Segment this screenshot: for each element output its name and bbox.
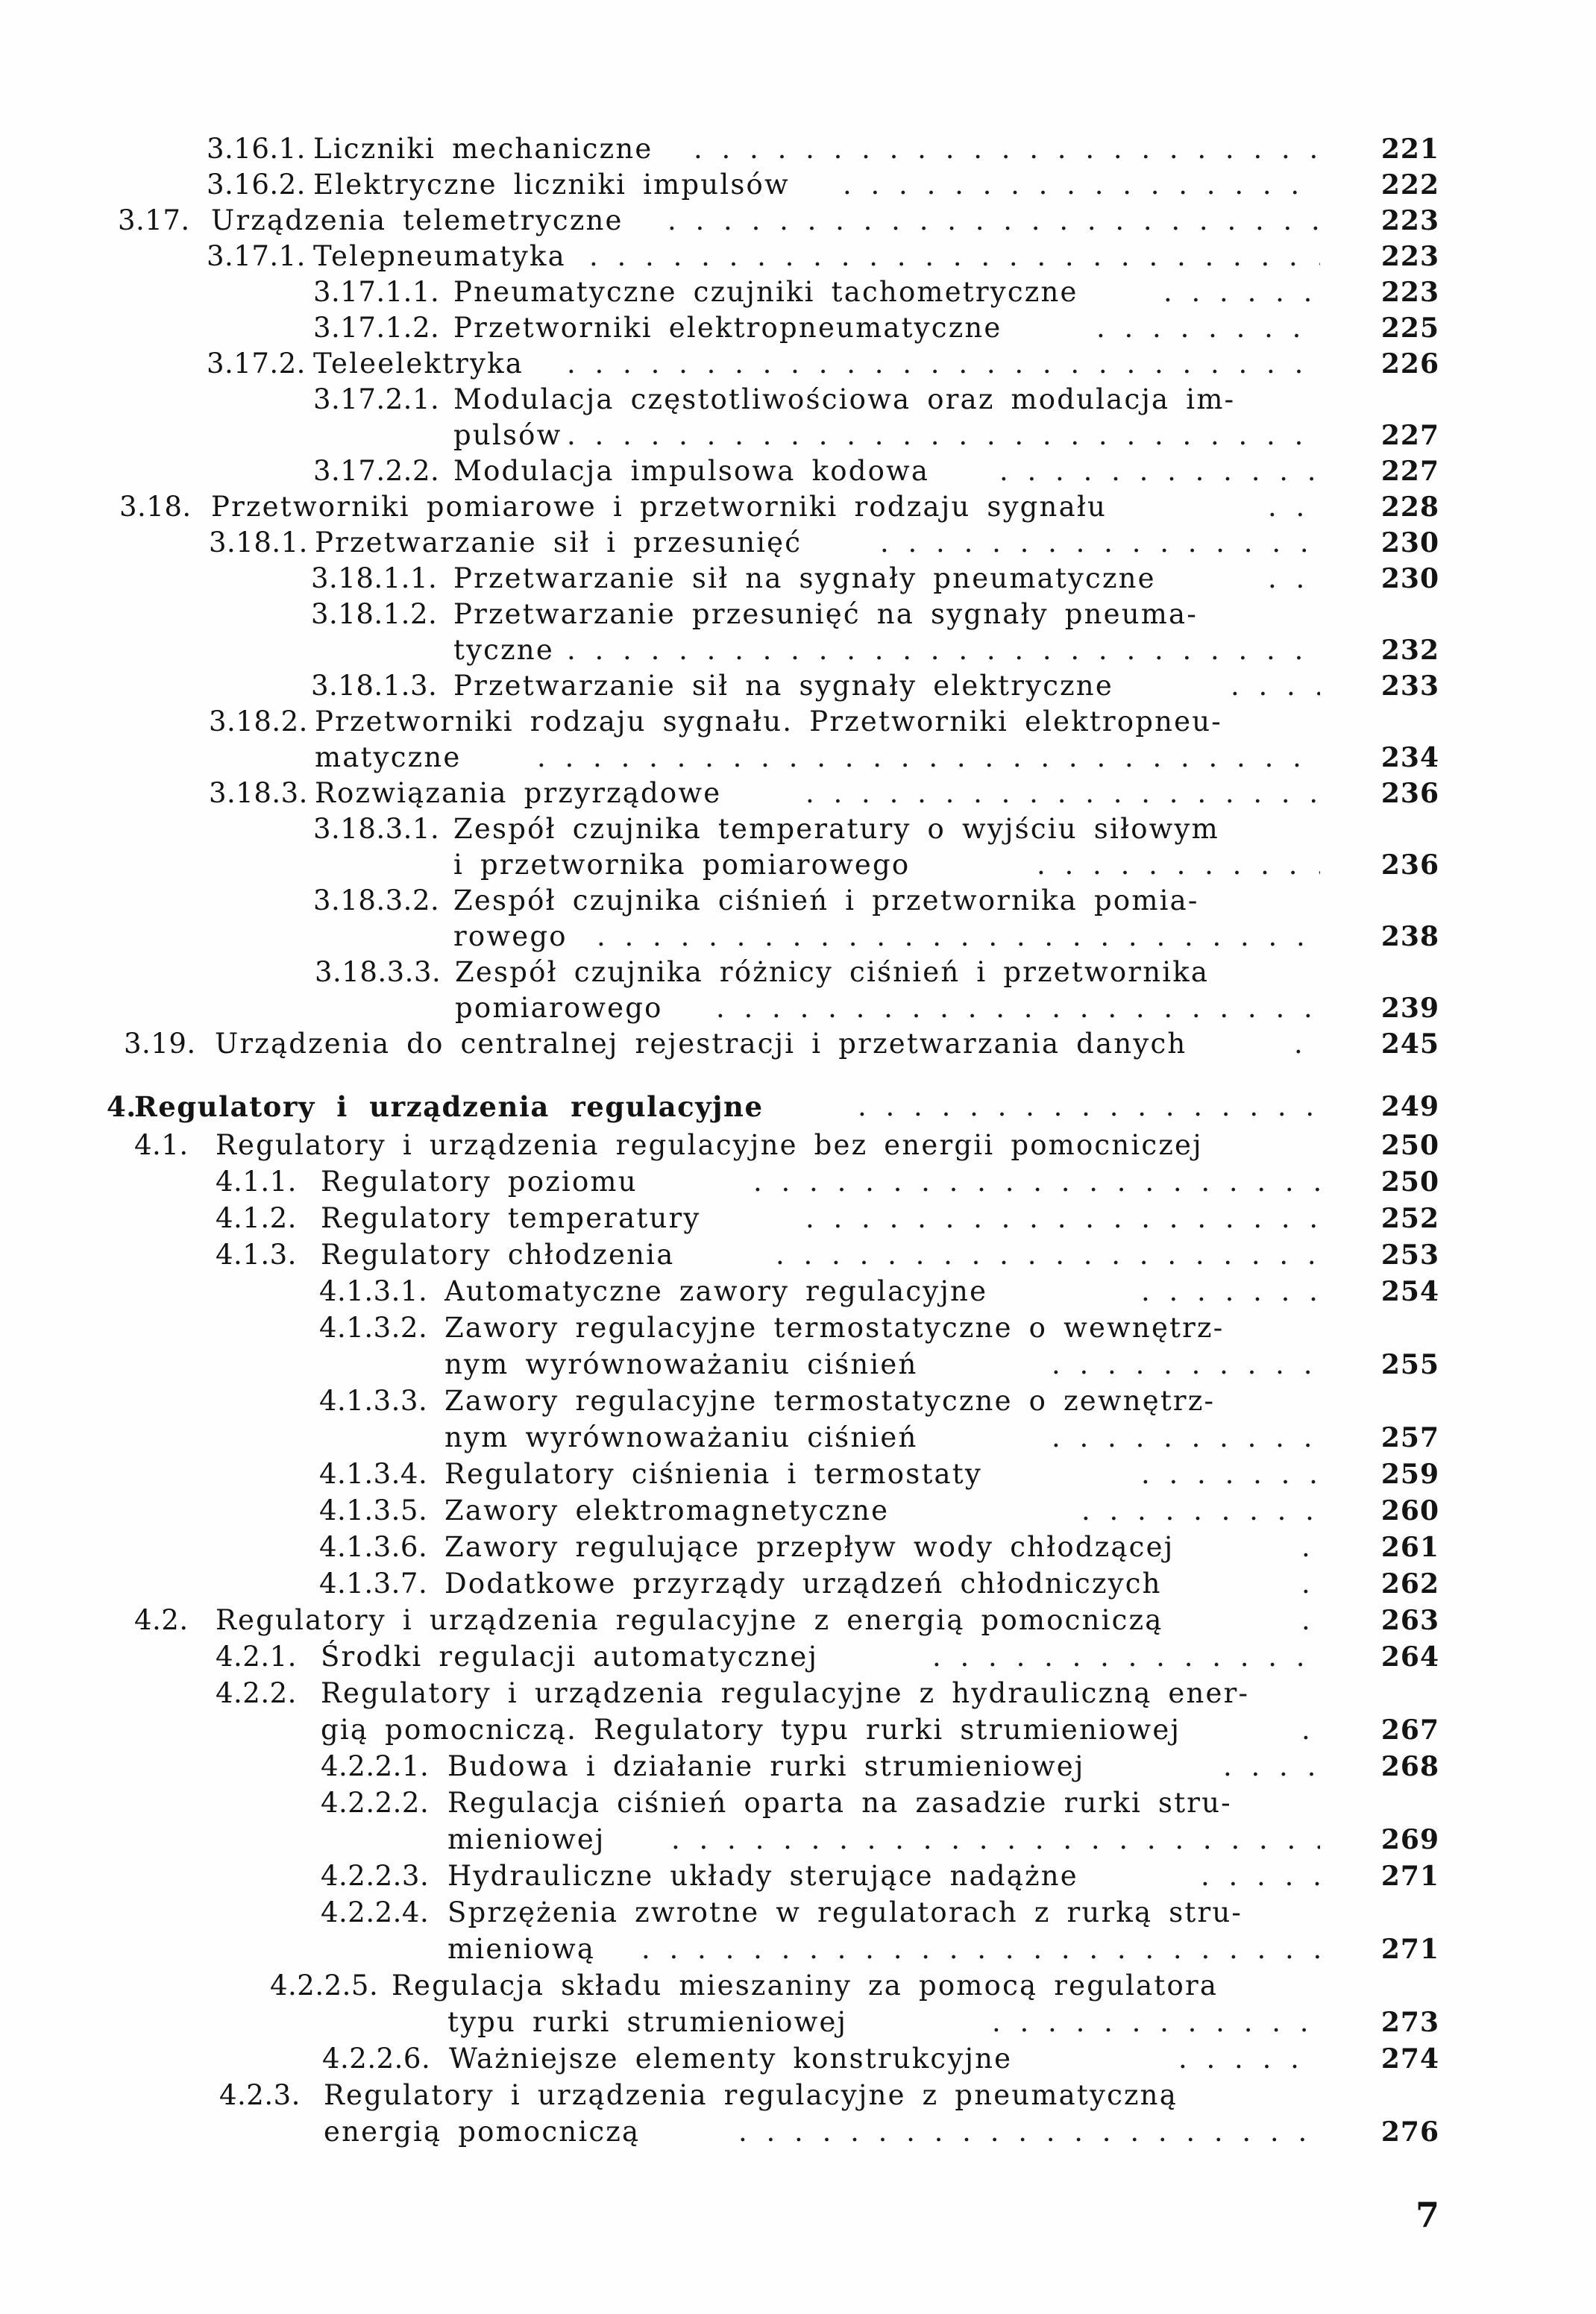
page-ref: 269 [1380,1824,1439,1855]
toc-entry [0,167,1596,203]
dot-leader [880,525,1320,561]
dot-leader [694,131,1320,167]
section-number: 4.2.1. [216,1641,297,1673]
section-number: 3.17.1. [207,240,306,272]
section-number: 4.1.3. [216,1239,297,1271]
toc-entry [0,1895,1596,1931]
section-number: 4.2.2.2. [321,1787,430,1819]
section-title: Hydrauliczne układy sterujące nadążne [447,1860,1078,1892]
page-ref: 268 [1380,1751,1439,1782]
page-ref: 259 [1380,1459,1439,1490]
toc-entry [0,1274,1596,1310]
dot-leader [1163,274,1320,310]
page-ref: 274 [1380,2043,1439,2075]
page-ref: 276 [1380,2116,1439,2148]
page-ref: 273 [1380,2007,1439,2038]
section-number: 4.1.1. [216,1166,297,1198]
toc-entry [0,382,1596,418]
dot-leader [716,990,1320,1026]
toc-entry [0,883,1596,919]
dot-leader [738,2114,1320,2150]
dot-leader [667,203,1320,239]
section-number: 4.1.2. [216,1202,297,1234]
page-ref: 236 [1380,778,1439,809]
dot-leader [567,418,1320,453]
toc-entry [0,561,1596,597]
section-title: Dodatkowe przyrządy urządzeń chłodniczych [444,1568,1162,1600]
toc-entry [0,1603,1596,1638]
section-title: Regulacja ciśnień oparta na zasadzie rurki stru- [447,1787,1232,1819]
toc-entry [0,1237,1596,1273]
section-title: Urządzenia do centralnej rejestracji i przetwarzania danych [215,1028,1187,1060]
dot-leader [1301,1603,1320,1638]
dot-leader [1081,1493,1320,1529]
dot-leader [567,632,1320,668]
toc-entry [0,1164,1596,1200]
dot-leader [641,1931,1320,1967]
toc-entry [0,776,1596,811]
toc-entry-continuation [0,632,1596,668]
page-ref: 249 [1380,1091,1439,1122]
dot-leader [1268,561,1320,597]
chapter-title: Regulatory i urządzenia regulacyjne [134,1090,764,1123]
page-ref: 267 [1380,1714,1439,1746]
section-number: 3.18.3.3. [315,956,442,988]
page-ref: 254 [1380,1276,1439,1307]
section-number: 3.18.1.1. [311,562,438,594]
section-number: 3.18.1.3. [311,670,438,702]
dot-leader [992,2005,1320,2040]
dot-leader [1096,310,1320,346]
toc-entry [0,489,1596,525]
section-title: Teleelektryka [313,348,524,380]
section-number: 4.2.2.3. [321,1860,430,1892]
toc-entry-continuation [0,1712,1596,1748]
dot-leader [776,1237,1320,1273]
dot-leader [1052,1347,1320,1383]
section-title-continued: tyczne [453,634,554,666]
page-ref: 239 [1380,993,1439,1024]
dot-leader [1268,489,1320,525]
page-ref: 245 [1380,1028,1439,1060]
toc-entry-continuation [0,1420,1596,1456]
section-number: 4.1.3.2. [319,1312,428,1344]
toc-entry [0,1493,1596,1529]
toc-entry [0,525,1596,561]
page-ref: 232 [1380,635,1439,666]
section-title: Regulatory i urządzenia regulacyjne z hydrauliczną ener- [321,1677,1250,1709]
section-title: Przetwarzanie sił na sygnały elektryczne [453,670,1113,702]
toc-entry-continuation [0,2005,1596,2040]
section-title: Elektryczne liczniki impulsów [313,169,790,201]
dot-leader [999,453,1320,489]
section-title: Przetwarzanie sił na sygnały pneumatyczne [453,562,1156,594]
section-number: 4.1.3.5. [319,1494,428,1527]
section-number: 3.16.2. [207,169,306,201]
dot-leader [1052,1420,1320,1456]
section-title: Regulatory i urządzenia regulacyjne bez energii pomocniczej [216,1129,1203,1161]
page-ref: 263 [1380,1605,1439,1636]
toc-entry-continuation [0,740,1596,776]
page-ref: 264 [1380,1641,1439,1673]
toc-entry [0,310,1596,346]
section-title-continued: i przetwornika pomiarowego [453,849,911,881]
section-title-continued: typu rurki strumieniowej [447,2006,848,2038]
dot-leader [858,1089,1320,1125]
dot-leader [1231,668,1320,704]
section-number: 3.18. [119,491,192,523]
page-ref: 227 [1380,420,1439,451]
section-number: 4.2.3. [219,2079,301,2111]
toc-entry [0,346,1596,382]
toc-entry [0,597,1596,632]
section-number: 4.1. [134,1129,189,1161]
toc-entry-continuation [0,2114,1596,2150]
page-ref: 223 [1380,241,1439,272]
section-title-continued: pomiarowego [455,992,663,1024]
dot-leader [805,1201,1320,1236]
page-ref: 222 [1380,169,1439,201]
section-number: 3.19. [124,1028,196,1060]
section-number: 4.1.3.3. [319,1385,428,1417]
toc-entry [0,1968,1596,2004]
section-title: Zespół czujnika różnicy ciśnień i przetwornika [455,956,1210,988]
section-title: Regulatory temperatury [321,1202,701,1234]
page-ref: 250 [1380,1130,1439,1161]
page-ref: 230 [1380,563,1439,594]
page-ref: 260 [1380,1495,1439,1527]
dot-leader [1141,1274,1320,1310]
section-title-continued: mieniową [447,1933,596,1965]
toc-entry [0,1128,1596,1163]
dot-leader [805,776,1320,811]
dot-leader [932,1639,1320,1675]
section-number: 4.2.2.1. [321,1750,430,1782]
toc-entry [0,1201,1596,1236]
toc-entry [0,1310,1596,1346]
section-title: Zespół czujnika ciśnień i przetwornika pomia- [453,884,1199,917]
page-ref: 223 [1380,277,1439,308]
page-ref: 236 [1380,849,1439,881]
toc-entry [0,1529,1596,1565]
dot-leader [1201,1858,1320,1894]
toc-entry [0,453,1596,489]
page-ref: 255 [1380,1349,1439,1380]
page-ref: 257 [1380,1422,1439,1453]
section-number: 3.17. [118,204,190,236]
section-title: Modulacja częstotliwościowa oraz modulacja im- [453,383,1236,415]
section-number: 3.18.1.2. [311,598,438,630]
section-title: Modulacja impulsowa kodowa [453,455,930,487]
toc-entry [0,203,1596,239]
section-number: 4.1.3.7. [319,1568,428,1600]
toc-entry-continuation [0,1347,1596,1383]
toc-entry [0,1566,1596,1602]
toc-entry-continuation [0,919,1596,955]
toc-entry [0,811,1596,847]
section-number: 3.18.3.2. [313,884,440,917]
page-ref: 226 [1380,348,1439,380]
section-title: Regulatory ciśnienia i termostaty [444,1458,982,1490]
dot-leader [1178,2041,1320,2077]
page-ref: 223 [1380,205,1439,236]
section-number: 4.2.2. [216,1677,297,1709]
page-ref: 234 [1380,742,1439,773]
section-title: Przetwarzanie przesunięć na sygnały pneuma- [453,598,1198,630]
toc-entry [0,1639,1596,1675]
toc-entry [0,1749,1596,1785]
page-ref: 230 [1380,527,1439,559]
section-number: 4.1.3.6. [319,1531,428,1563]
dot-leader [1294,1026,1320,1062]
page-ref: 271 [1380,1934,1439,1965]
page-ref: 233 [1380,670,1439,702]
dot-leader [567,346,1320,382]
section-number: 3.17.2.1. [313,383,440,415]
toc-entry-continuation [0,847,1596,883]
section-title: Regulatory i urządzenia regulacyjne z pneumatyczną [324,2079,1178,2111]
toc-entry-continuation [0,990,1596,1026]
section-title: Zawory regulacyjne termostatyczne o zewnętrz- [444,1385,1216,1417]
section-number: 3.18.3.1. [313,813,440,845]
dot-leader [1037,847,1320,883]
page-ref: 261 [1380,1532,1439,1563]
section-title-continued: rowego [453,920,568,952]
section-title: Urządzenia telemetryczne [211,204,623,236]
section-number: 3.17.1.2. [313,312,440,344]
dot-leader [671,1822,1320,1858]
chapter-number: 4. [107,1090,136,1123]
section-title: Zespół czujnika temperatury o wyjściu siłowym [453,813,1219,845]
section-title: Przetworniki elektropneumatyczne [453,312,1002,344]
toc-entry [0,1858,1596,1894]
section-number: 4.2. [134,1604,189,1636]
section-number: 3.17.2. [207,348,306,380]
page-ref: 271 [1380,1861,1439,1892]
toc-entry-continuation [0,1931,1596,1967]
section-title: Rozwiązania przyrządowe [315,777,722,809]
section-number: 3.16.1. [207,133,306,165]
page-ref: 250 [1380,1166,1439,1198]
section-number: 4.2.2.4. [321,1896,430,1928]
dot-leader [1301,1712,1320,1748]
dot-leader [843,167,1320,203]
toc-entry [0,2041,1596,2077]
dot-leader [753,1164,1320,1200]
page-ref: 221 [1380,133,1439,165]
toc-entry [0,239,1596,274]
dot-leader [537,740,1320,776]
section-number: 3.18.2. [209,705,308,738]
section-number: 3.18.3. [209,777,308,809]
toc-entry [0,1026,1596,1062]
toc-entry-continuation [0,1822,1596,1858]
page-number: 7 [1416,2195,1440,2235]
section-title: Przetworniki pomiarowe i przetworniki rodzaju sygnału [211,491,1108,523]
toc-entry [0,704,1596,740]
section-title-continued: matyczne [315,741,462,773]
toc-entry [0,2078,1596,2113]
toc-entry-continuation [0,418,1596,453]
page-ref: 252 [1380,1203,1439,1234]
toc-entry [0,1785,1596,1821]
section-title-continued: nym wyrównoważaniu ciśnień [444,1421,918,1453]
section-title-continued: nym wyrównoważaniu ciśnień [444,1348,918,1380]
page-ref: 253 [1380,1239,1439,1271]
section-title: Ważniejsze elementy konstrukcyjne [449,2043,1013,2075]
section-title: Przetwarzanie sił i przesunięć [315,526,802,559]
toc-chapter-entry [0,1089,1596,1125]
section-title-continued: energią pomocniczą [324,2116,641,2148]
section-number: 4.2.2.6. [322,2043,431,2075]
section-title: Budowa i działanie rurki strumieniowej [447,1750,1085,1782]
toc-entry [0,955,1596,990]
dot-leader [1301,1566,1320,1602]
toc-entry [0,131,1596,167]
section-number: 3.18.1. [209,526,308,559]
section-title: Regulatory poziomu [321,1166,638,1198]
section-title: Sprzężenia zwrotne w regulatorach z rurką stru- [447,1896,1243,1928]
toc-entry [0,1676,1596,1711]
toc-entry [0,1456,1596,1492]
section-title: Pneumatyczne czujniki tachometryczne [453,276,1078,308]
dot-leader [1141,1456,1320,1492]
section-title: Środki regulacji automatycznej [321,1641,819,1673]
page-ref: 225 [1380,312,1439,344]
section-number: 4.1.3.1. [319,1275,428,1307]
dot-leader [1223,1749,1320,1785]
section-title-continued: gią pomocniczą. Regulatory typu rurki strumieniowej [321,1714,1181,1746]
section-title-continued: pulsów [453,419,562,451]
section-number: 3.17.1.1. [313,276,440,308]
section-title: Zawory elektromagnetyczne [444,1494,890,1527]
section-title: Telepneumatyka [313,240,566,272]
toc-entry [0,668,1596,704]
page-ref: 238 [1380,921,1439,952]
section-title-continued: mieniowej [447,1823,606,1855]
section-title: Automatyczne zawory regulacyjne [444,1275,988,1307]
page-ref: 228 [1380,491,1439,523]
section-title: Przetworniki rodzaju sygnału. Przetworniki elektropneu- [315,705,1223,738]
dot-leader [589,239,1320,274]
section-title: Regulacja składu mieszaniny za pomocą regulatora [392,1969,1219,2002]
dot-leader [1301,1529,1320,1565]
section-title: Regulatory i urządzenia regulacyjne z energią pomocniczą [216,1604,1163,1636]
section-number: 4.1.3.4. [319,1458,428,1490]
section-title: Liczniki mechaniczne [313,133,653,165]
page-ref: 227 [1380,456,1439,487]
section-number: 4.2.2.5. [270,1969,379,2002]
page-ref: 262 [1380,1568,1439,1600]
section-title: Zawory regulacyjne termostatyczne o wewnętrz- [444,1312,1225,1344]
dot-leader [597,919,1320,955]
section-number: 3.17.2.2. [313,455,440,487]
toc-entry [0,274,1596,310]
section-title: Regulatory chłodzenia [321,1239,675,1271]
section-title: Zawory regulujące przepływ wody chłodzącej [444,1531,1175,1563]
toc-entry [0,1383,1596,1419]
